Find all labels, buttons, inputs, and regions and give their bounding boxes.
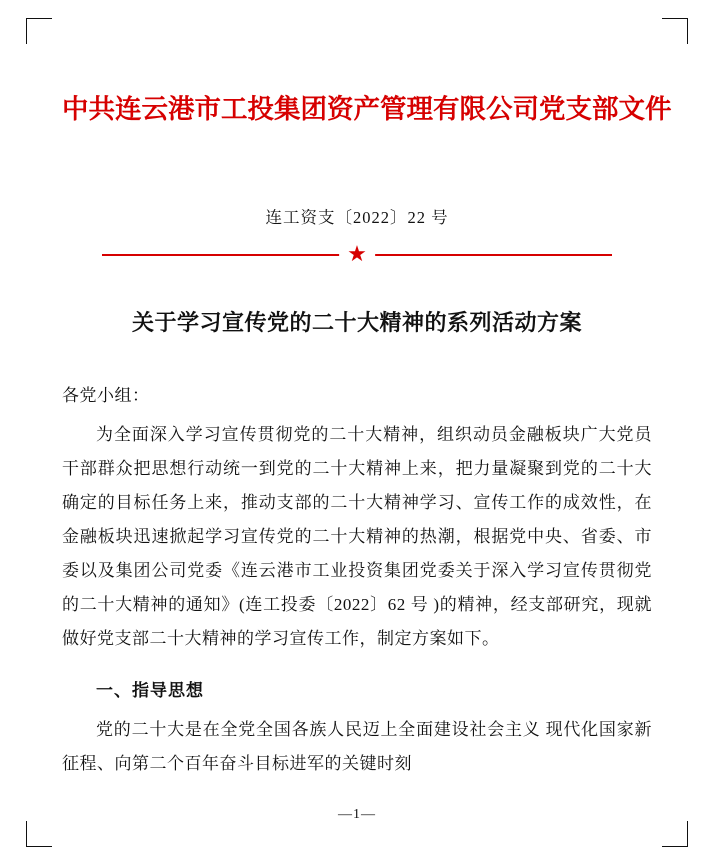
document-salutation: 各党小组： (62, 385, 150, 405)
red-separator-rule (62, 240, 652, 266)
crop-mark-bottom-right (658, 817, 688, 847)
document-header-title: 中共连云港市工投集团资产管理有限公司党支部文件 (62, 94, 672, 125)
body-paragraph: 为全面深入学习宣传贯彻党的二十大精神，组织动员金融板块广大党员干部群众把思想行动统一到党的二十大精神上来，把力量凝聚到党的二十大确定的目标任务上来，推动支部的二十大精神学习、宣传工作的成效性，在金融板块迅速掀起学习宣传党的二十大精神的热潮，根据党中央、省委、市委以及集团公司党委《连云港市工业投资集团党委关于深入学习宣传贯彻党的二十大精神的通知》(连工投委〔2022〕62 号 )的精神，经支部研究，现就做好党支部二十大精神的学习宣传工作，制定方案如下。 (62, 424, 652, 648)
page-number: —1— (338, 807, 376, 822)
red-star-icon: ★ (339, 244, 375, 264)
section-paragraph-guiding-thought: 党的二十大是在全党全国各族人民迈上全面建设社会主义 现代化国家新征程、向第二个百年奋斗目标进军的关键时刻 (62, 719, 652, 773)
document-number: 连工资支〔2022〕22 号 (265, 207, 449, 227)
document-subject-title: 关于学习宣传党的二十大精神的系列活动方案 (131, 309, 582, 336)
crop-mark-top-left (26, 18, 56, 48)
crop-mark-top-right (658, 18, 688, 48)
section-heading-guiding-thought: 一、指导思想 (96, 680, 204, 701)
crop-mark-bottom-left (26, 817, 56, 847)
document-content (62, 48, 672, 825)
